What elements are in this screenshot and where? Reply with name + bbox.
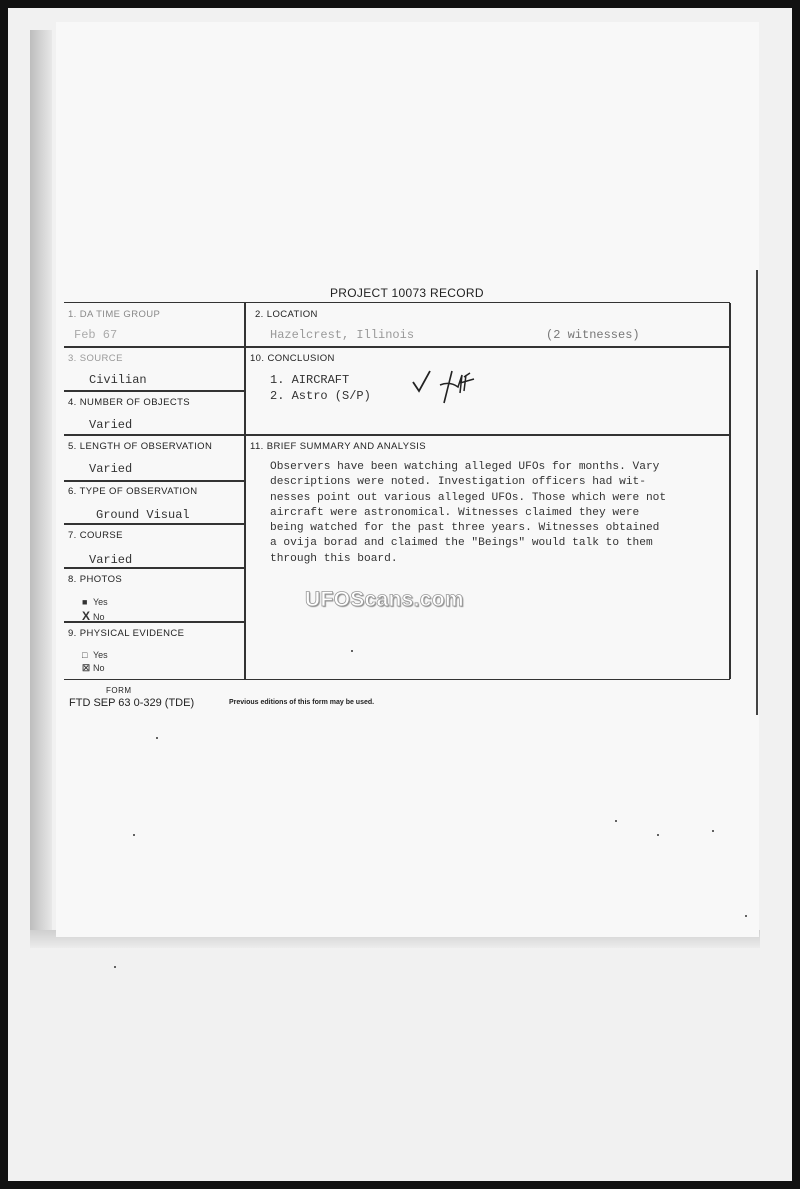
conclusion-item: 1. AIRCRAFT	[270, 373, 350, 387]
footer-form-code: FTD SEP 63 0-329 (TDE)	[69, 697, 195, 709]
summary-line: descriptions were noted. Investigation officers had wit-	[270, 476, 646, 489]
scan-speck	[657, 834, 659, 836]
watermark: UFOScans.com	[305, 588, 464, 611]
checkbox-x-icon: X	[82, 609, 91, 623]
footer-note: Previous editions of this form may be used.	[229, 699, 375, 706]
footer-form-word: FORM	[106, 686, 132, 695]
length-of-observation-value: Varied	[89, 462, 133, 476]
type-of-observation-value: Ground Visual	[96, 508, 190, 522]
photos-label: 8. PHOTOS	[68, 574, 123, 585]
scan-speck	[615, 820, 617, 822]
type-of-observation-label: 6. TYPE OF OBSERVATION	[68, 486, 198, 497]
page-shadow-left	[30, 30, 52, 930]
scan-speck	[745, 915, 747, 917]
location-value: Hazelcrest, Illinois	[270, 328, 415, 342]
physical-evidence-no-option: ☒ No	[82, 663, 105, 673]
number-of-objects-label: 4. NUMBER OF OBJECTS	[68, 397, 191, 408]
scan-speck	[133, 834, 135, 836]
summary-line: through this board.	[270, 552, 398, 565]
row-divider	[64, 390, 244, 392]
course-value: Varied	[89, 553, 133, 567]
source-value: Civilian	[89, 373, 147, 387]
page-edge-line	[756, 270, 758, 715]
row-divider	[64, 523, 244, 525]
column-divider	[244, 303, 246, 679]
form-title: PROJECT 10073 RECORD	[330, 286, 484, 300]
photos-yes-option: ■ Yes	[82, 597, 108, 607]
summary-line: Observers have been watching alleged UFOs for months. Vary	[270, 461, 660, 473]
row-divider	[64, 480, 244, 482]
witness-count: (2 witnesses)	[546, 328, 640, 342]
right-border	[729, 303, 731, 679]
row-divider	[64, 434, 730, 436]
row-divider	[64, 567, 244, 569]
source-label: 3. SOURCE	[68, 353, 123, 364]
summary-line: being watched for the past three years. Witnesses obtained	[270, 522, 660, 535]
date-time-group-label: 1. DA TIME GROUP	[68, 309, 161, 320]
scan-speck	[156, 737, 158, 739]
record-form	[64, 302, 730, 680]
row-divider	[64, 346, 730, 348]
summary-line: aircraft were astronomical. Witnesses claimed they were	[270, 506, 640, 519]
date-time-group-value: Feb 67	[74, 328, 118, 342]
checkmark-initials-icon	[410, 367, 484, 407]
number-of-objects-value: Varied	[89, 418, 133, 432]
checkbox-x-icon: ☒	[82, 663, 91, 673]
summary-line: nesses point out various alleged UFOs. Those which were not	[270, 491, 667, 504]
summary-text	[270, 460, 725, 567]
scan-speck	[351, 650, 353, 652]
location-label: 2. LOCATION	[255, 309, 318, 320]
photos-no-option: X No	[82, 609, 105, 623]
scan-speck	[114, 966, 116, 968]
summary-label: 11. BRIEF SUMMARY AND ANALYSIS	[250, 441, 427, 452]
summary-line: a ovija borad and claimed the "Beings" would talk to them	[270, 537, 653, 550]
physical-evidence-label: 9. PHYSICAL EVIDENCE	[68, 628, 185, 639]
checkbox-icon: ■	[82, 597, 88, 607]
length-of-observation-label: 5. LENGTH OF OBSERVATION	[68, 441, 213, 452]
conclusion-item: 2. Astro (S/P)	[270, 389, 371, 403]
course-label: 7. COURSE	[68, 530, 123, 541]
physical-evidence-yes-option: □ Yes	[82, 650, 108, 660]
scan-speck	[712, 830, 714, 832]
conclusion-label: 10. CONCLUSION	[250, 353, 335, 364]
checkbox-icon: □	[82, 650, 88, 660]
